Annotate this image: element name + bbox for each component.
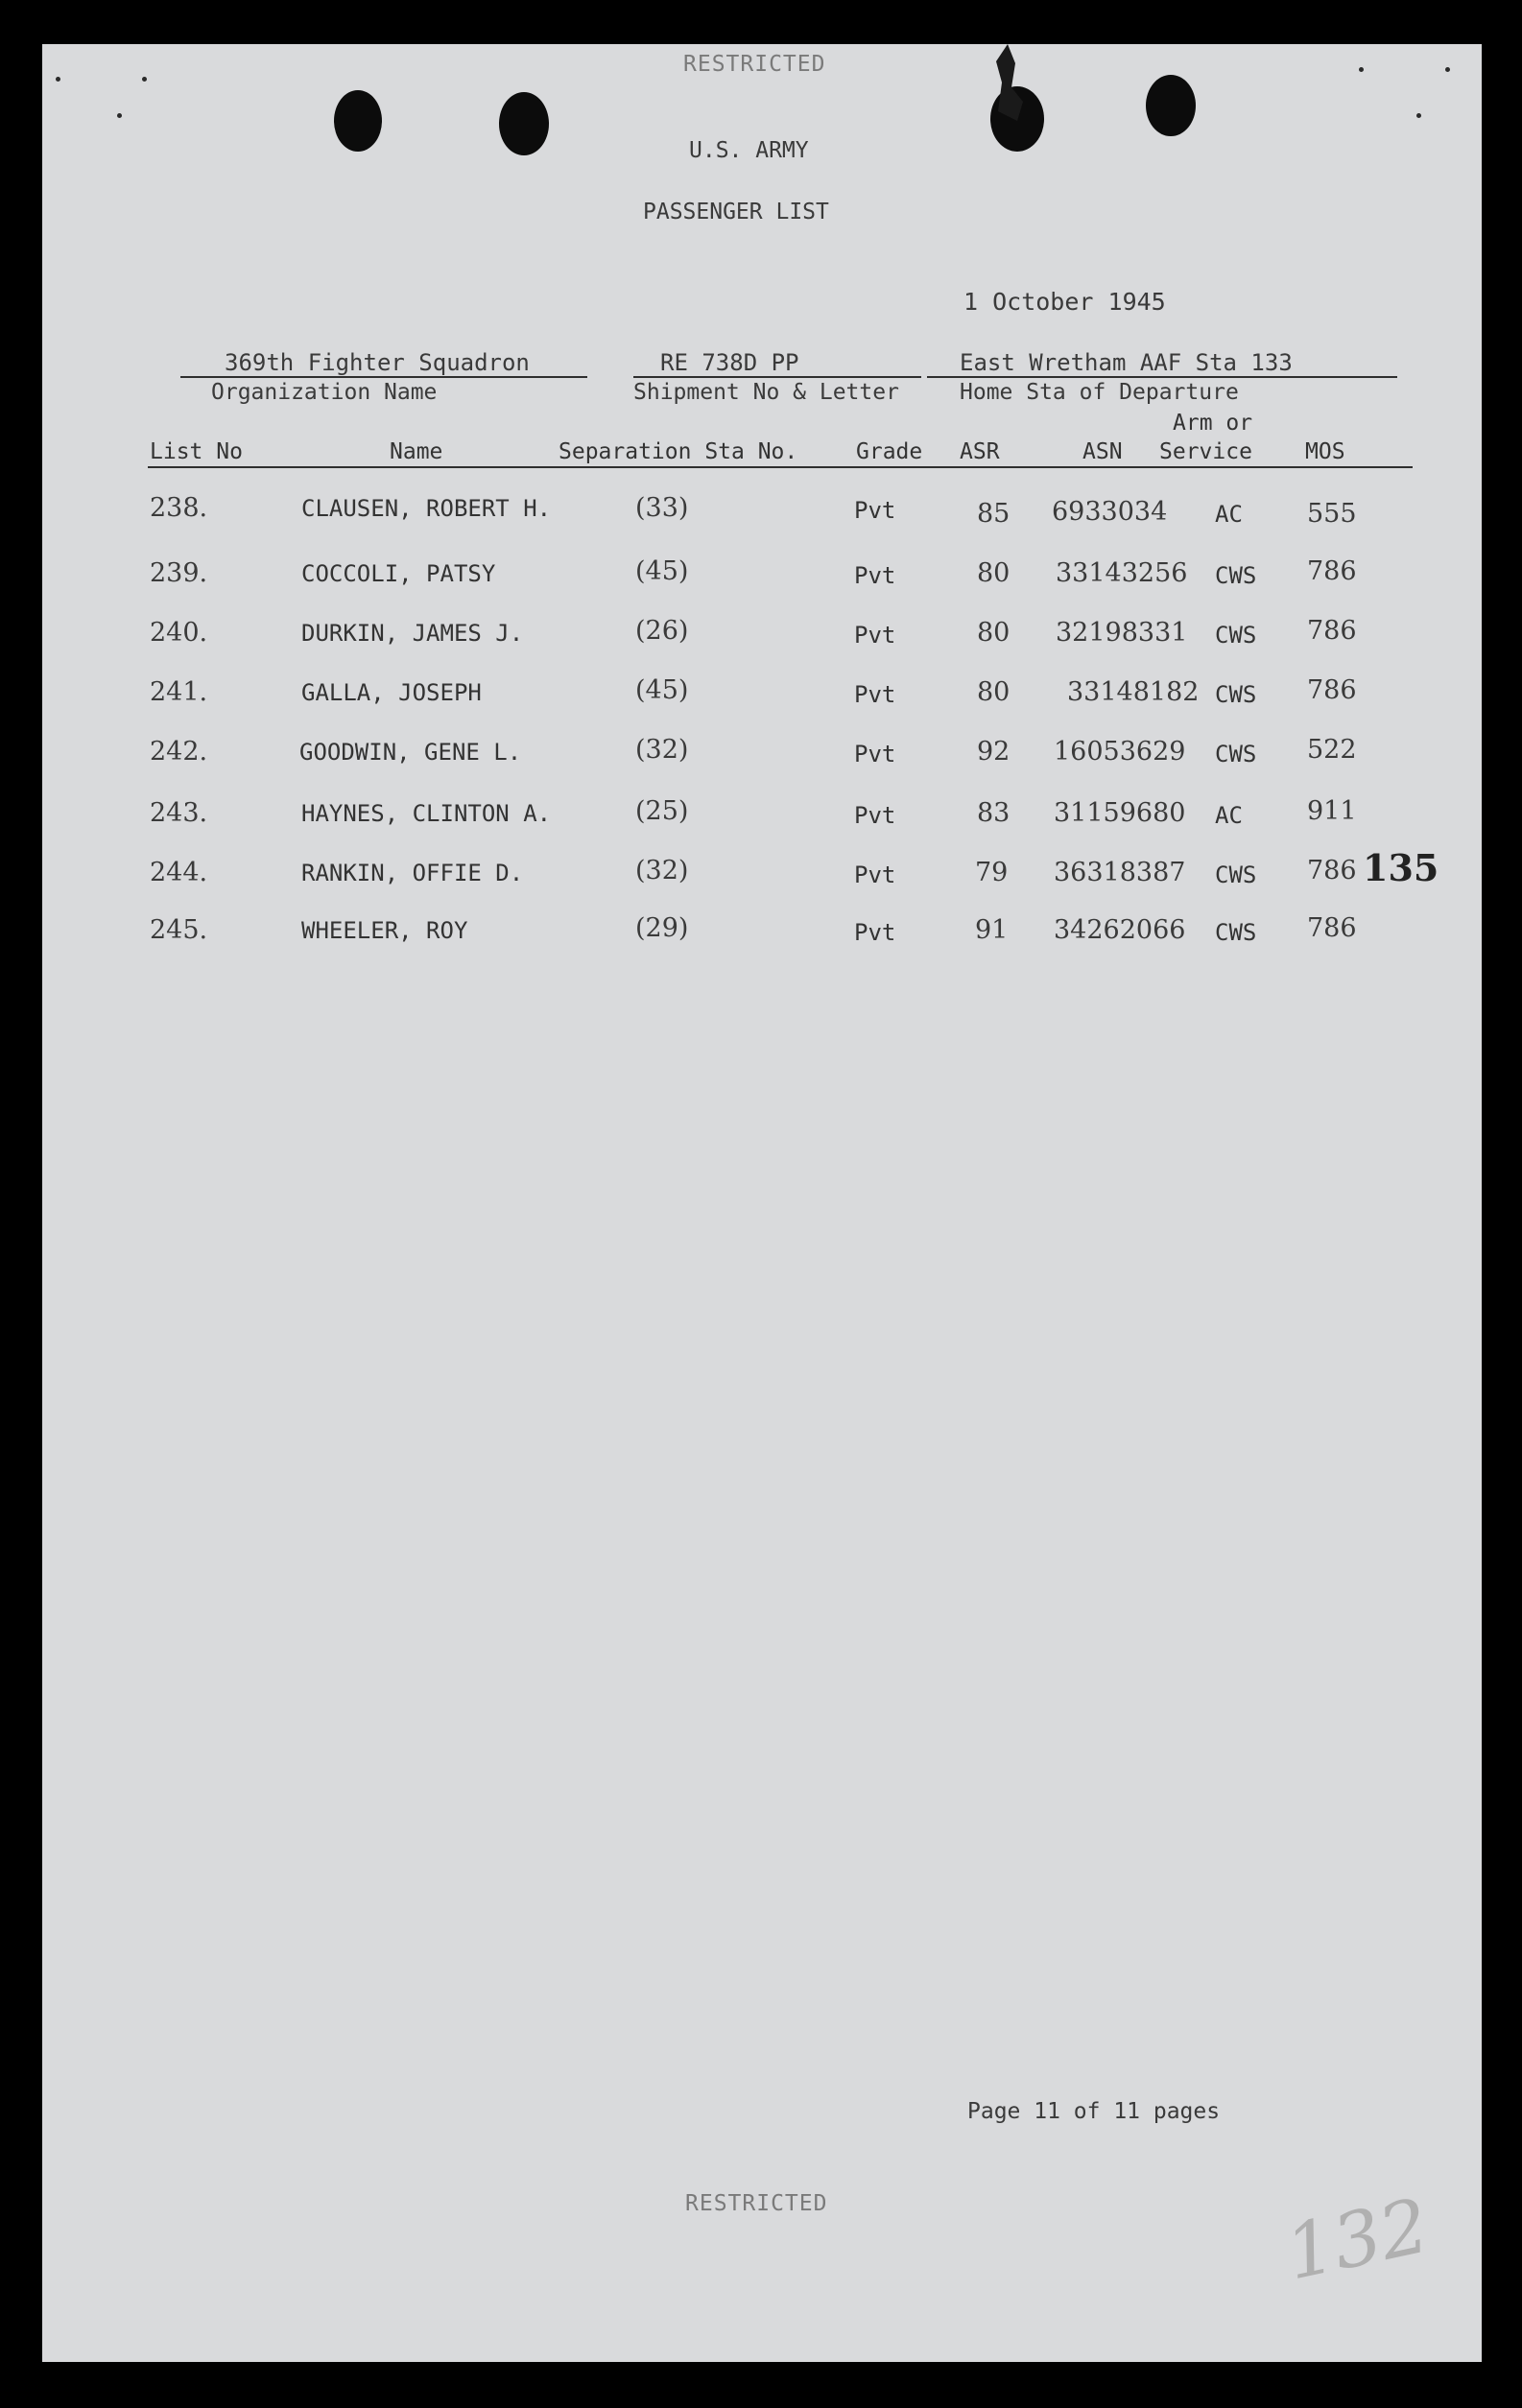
row-asr: 85 bbox=[977, 499, 1011, 529]
paper-speck bbox=[1359, 67, 1364, 72]
row-separation: (33) bbox=[635, 493, 689, 523]
classification-bottom: RESTRICTED bbox=[685, 2191, 828, 2216]
row-arm: CWS bbox=[1215, 862, 1257, 888]
row-arm: CWS bbox=[1215, 681, 1257, 708]
column-header-grade: Grade bbox=[856, 439, 923, 464]
row-name: WHEELER, ROY bbox=[301, 917, 468, 944]
column-header-separation: Separation Sta No. bbox=[559, 439, 798, 464]
agency-title: U.S. ARMY bbox=[689, 138, 809, 163]
row-arm: CWS bbox=[1215, 562, 1257, 589]
organization-underline bbox=[180, 376, 587, 378]
row-grade: Pvt bbox=[854, 802, 896, 829]
row-list-no: 240. bbox=[150, 618, 208, 648]
row-mos: 555 bbox=[1307, 499, 1357, 529]
column-header-arm-line1: Arm or bbox=[1173, 411, 1253, 436]
row-asr: 80 bbox=[977, 677, 1011, 707]
row-asr: 92 bbox=[977, 737, 1011, 767]
column-header-list-no: List No bbox=[150, 439, 243, 464]
row-separation: (32) bbox=[635, 735, 689, 765]
paper-speck bbox=[56, 77, 60, 82]
row-name: GALLA, JOSEPH bbox=[301, 679, 482, 706]
paper-speck bbox=[1445, 67, 1450, 72]
paper-speck bbox=[142, 77, 147, 82]
row-asr: 80 bbox=[977, 618, 1011, 648]
punch-hole bbox=[1146, 75, 1196, 136]
row-list-no: 242. bbox=[150, 737, 208, 767]
row-mos: 786 bbox=[1307, 856, 1357, 885]
home-station-underline bbox=[927, 376, 1397, 378]
row-list-no: 238. bbox=[150, 493, 208, 523]
row-name: DURKIN, JAMES J. bbox=[301, 620, 524, 647]
row-grade: Pvt bbox=[854, 681, 896, 708]
home-station-label: Home Sta of Departure bbox=[960, 380, 1239, 405]
handwritten-page-number: 132 bbox=[1278, 2183, 1437, 2298]
document-date: 1 October 1945 bbox=[963, 288, 1166, 316]
row-mos: 786 bbox=[1307, 556, 1357, 586]
page-number-stamp: 135 bbox=[1363, 846, 1439, 889]
row-asn: 33143256 bbox=[1056, 558, 1188, 588]
row-grade: Pvt bbox=[854, 562, 896, 589]
row-name: RANKIN, OFFIE D. bbox=[301, 860, 524, 886]
shipment-underline bbox=[633, 376, 921, 378]
home-station-value: East Wretham AAF Sta 133 bbox=[960, 349, 1293, 376]
column-header-underline bbox=[148, 466, 1413, 468]
row-name: COCCOLI, PATSY bbox=[301, 560, 496, 587]
row-separation: (26) bbox=[635, 616, 689, 646]
row-grade: Pvt bbox=[854, 622, 896, 649]
shipment-label: Shipment No & Letter bbox=[633, 380, 899, 405]
row-name: GOODWIN, GENE L. bbox=[299, 739, 522, 766]
row-asn: 31159680 bbox=[1054, 798, 1186, 828]
row-mos: 786 bbox=[1307, 616, 1357, 646]
paper-tear-mark bbox=[969, 44, 1046, 150]
row-asr: 83 bbox=[977, 798, 1011, 828]
row-separation: (25) bbox=[635, 796, 689, 826]
organization-label: Organization Name bbox=[211, 380, 438, 405]
row-list-no: 244. bbox=[150, 858, 208, 887]
row-name: CLAUSEN, ROBERT H. bbox=[301, 495, 552, 522]
row-list-no: 239. bbox=[150, 558, 208, 588]
row-separation: (45) bbox=[635, 556, 689, 586]
classification-top: RESTRICTED bbox=[683, 52, 826, 77]
row-asn: 34262066 bbox=[1054, 915, 1186, 945]
row-arm: CWS bbox=[1215, 622, 1257, 649]
row-asr: 79 bbox=[975, 858, 1009, 887]
row-grade: Pvt bbox=[854, 919, 896, 946]
row-mos: 522 bbox=[1307, 735, 1357, 765]
column-header-name: Name bbox=[390, 439, 443, 464]
row-list-no: 245. bbox=[150, 915, 208, 945]
organization-value: 369th Fighter Squadron bbox=[225, 349, 530, 376]
column-header-mos: MOS bbox=[1305, 439, 1345, 464]
row-arm: AC bbox=[1215, 501, 1243, 528]
row-asn: 36318387 bbox=[1054, 858, 1186, 887]
row-asn: 33148182 bbox=[1067, 677, 1200, 707]
row-separation: (29) bbox=[635, 913, 689, 943]
shipment-value: RE 738D PP bbox=[660, 349, 799, 376]
row-asn: 6933034 bbox=[1052, 497, 1168, 527]
row-separation: (32) bbox=[635, 856, 689, 885]
column-header-arm-line2: Service bbox=[1159, 439, 1252, 464]
paper-speck bbox=[117, 113, 122, 118]
row-asn: 16053629 bbox=[1054, 737, 1186, 767]
column-header-asn: ASN bbox=[1082, 439, 1123, 464]
paper-speck bbox=[1416, 113, 1421, 118]
document-title: PASSENGER LIST bbox=[643, 200, 829, 224]
row-arm: CWS bbox=[1215, 741, 1257, 767]
row-mos: 786 bbox=[1307, 913, 1357, 943]
row-mos: 786 bbox=[1307, 675, 1357, 705]
row-asr: 91 bbox=[975, 915, 1009, 945]
punch-hole bbox=[499, 92, 549, 155]
row-mos: 911 bbox=[1307, 796, 1357, 826]
row-list-no: 241. bbox=[150, 677, 208, 707]
row-grade: Pvt bbox=[854, 741, 896, 767]
column-header-asr: ASR bbox=[960, 439, 1000, 464]
row-arm: AC bbox=[1215, 802, 1243, 829]
row-separation: (45) bbox=[635, 675, 689, 705]
row-list-no: 243. bbox=[150, 798, 208, 828]
row-grade: Pvt bbox=[854, 497, 896, 524]
row-name: HAYNES, CLINTON A. bbox=[301, 800, 552, 827]
row-grade: Pvt bbox=[854, 862, 896, 888]
row-asn: 32198331 bbox=[1056, 618, 1188, 648]
row-arm: CWS bbox=[1215, 919, 1257, 946]
punch-hole bbox=[334, 90, 382, 152]
row-asr: 80 bbox=[977, 558, 1011, 588]
page-info: Page 11 of 11 pages bbox=[967, 2099, 1221, 2124]
